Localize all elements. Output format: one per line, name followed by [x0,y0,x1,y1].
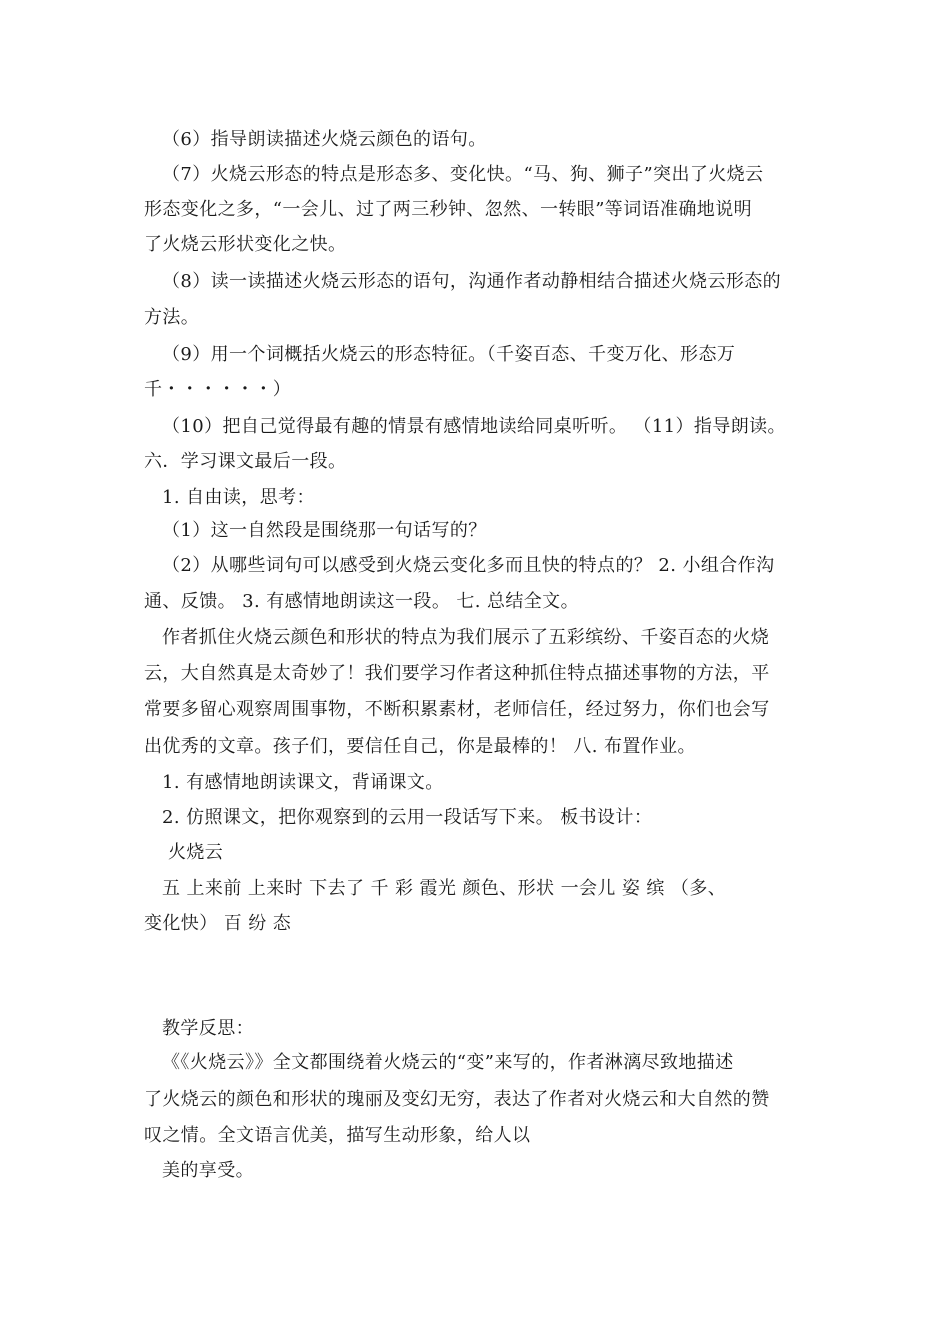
text-line: 方法。 [144,307,200,328]
text-line: 叹之情。全文语言优美，描写生动形象，给人以 [144,1125,531,1146]
text-line: （2）从哪些词句可以感受到火烧云变化多而且快的特点的？ 2. 小组合作沟 [162,555,775,576]
text-line: 云，大自然真是太奇妙了！我们要学习作者这种抓住特点描述事物的方法，平 [144,663,770,684]
text-line: 变化快） 百 纷 态 [144,913,292,934]
text-line: 千・・・・・・） [144,379,292,400]
text-line: 2. 仿照课文，把你观察到的云用一段话写下来。 板书设计： [162,807,653,828]
text-line: 1. 有感情地朗读课文，背诵课文。 [162,772,444,793]
text-line: 作者抓住火烧云颜色和形状的特点为我们展示了五彩缤纷、千姿百态的火烧 [162,627,770,648]
text-line: 通、反馈。 3. 有感情地朗读这一段。 七. 总结全文。 [144,591,579,612]
board-title: 火烧云 [168,842,224,863]
text-line: （9）用一个词概括火烧云的形态特征。（千姿百态、千变万化、形态万 [162,344,736,365]
text-line: 出优秀的文章。孩子们，要信任自己，你是最棒的！ 八. 布置作业。 [144,736,696,757]
text-line: （8）读一读描述火烧云形态的语句，沟通作者动静相结合描述火烧云形态的 [162,271,782,292]
text-line: 了火烧云形状变化之快。 [144,234,347,255]
reflection-heading: 教学反思： [162,1018,254,1039]
text-line: 常要多留心观察周围事物，不断积累素材，老师信任，经过努力，你们也会写 [144,699,770,720]
text-line: （6）指导朗读描述火烧云颜色的语句。 [162,129,487,150]
text-line: 五 上来前 上来时 下去了 千 彩 霞光 颜色、形状 一会儿 姿 缤 （多、 [162,878,727,899]
section-heading: 六．学习课文最后一段。 [144,451,347,472]
text-line: （1）这一自然段是围绕那一句话写的？ [162,520,487,541]
text-line: 1. 自由读，思考： [162,487,315,508]
text-line: 形态变化之多，“一会儿、过了两三秒钟、忽然、一转眼”等词语准确地说明 [144,199,753,220]
text-line: 美的享受。 [162,1160,254,1181]
text-line: （10）把自己觉得最有趣的情景有感情地读给同桌听听。 （11）指导朗读。 [162,416,786,437]
text-line: 《《火烧云》》全文都围绕着火烧云的“变”来写的，作者淋漓尽致地描述 [162,1052,734,1073]
text-line: （7）火烧云形态的特点是形态多、变化快。“马、狗、狮子”突出了火烧云 [162,164,764,185]
text-line: 了火烧云的颜色和形状的瑰丽及变幻无穷，表达了作者对火烧云和大自然的赞 [144,1089,770,1110]
